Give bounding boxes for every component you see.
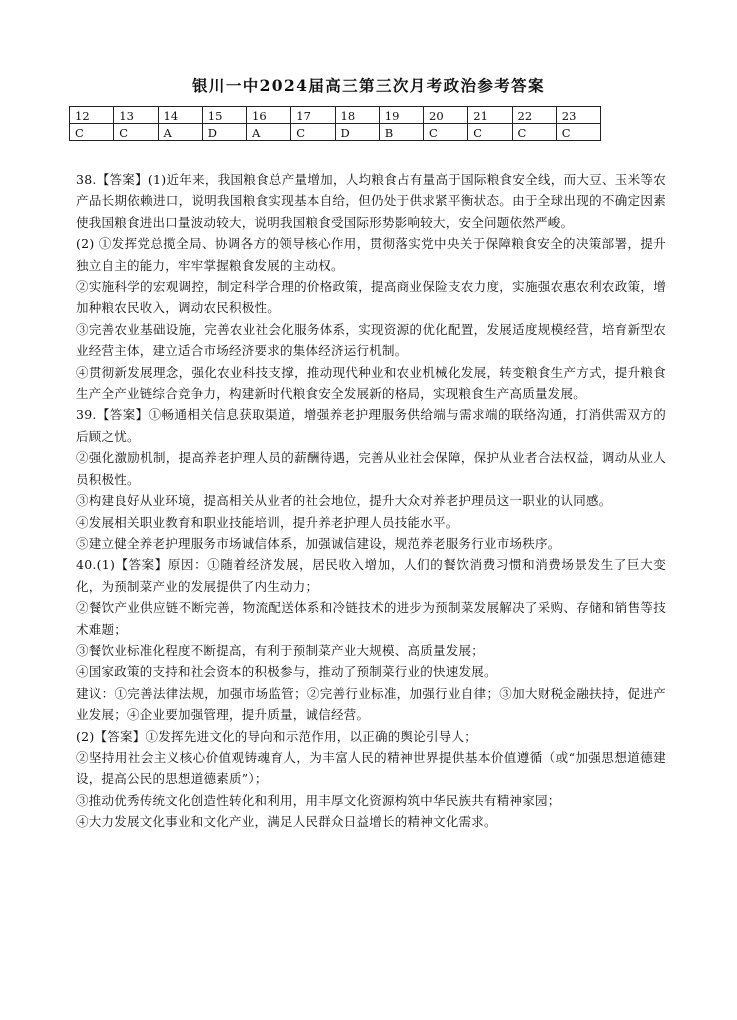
- q38-part2-point3: ③完善农业基础设施，完善农业社会化服务体系，实现资源的优化配置，发展适度规模经营，培育新型农业经营主体，建立适合市场经济要求的集体经济运行机制。: [76, 321, 666, 359]
- q39-point1: 39.【答案】①畅通相关信息获取渠道，增强养老护理服务供给端与需求端的联络沟通，打消供需双方的后顾之忧。: [76, 407, 666, 444]
- question-number: 18: [335, 107, 379, 124]
- answer-letter: C: [70, 124, 114, 141]
- question-number: 13: [114, 107, 158, 124]
- answer-letter: D: [335, 124, 379, 141]
- q39-point2: ②强化激励机制，提高养老护理人员的薪酬待遇，完善从业社会保障，保护从业者合法权益，调动从业人员积极性。: [76, 450, 666, 487]
- q40-part2-point2: ②坚持用社会主义核心价值观铸魂育人，为丰富人民的精神世界提供基本价值遵循（或“加强思想道德建设，提高公民的思想道德素质”）；: [76, 749, 666, 787]
- q40-part1-reason4: ④国家政策的支持和社会资本的积极参与，推动了预制菜行业的快速发展。: [76, 664, 497, 680]
- q40-part2-point1: (2)【答案】①发挥先进文化的导向和示范作用，以正确的舆论引导人；: [76, 728, 477, 744]
- answer-letter: D: [202, 124, 246, 141]
- q38-part1-answer: 38.【答案】(1)近年来，我国粮食总产量增加，人均粮食占有量高于国际粮食安全线，而大豆、玉米等农产品长期依赖进口，说明我国粮食实现基本自给，但仍处于供求紧平衡状态。由于全球出现的不确定因素使我国粮食进出口量波动较大，说明我国粮食受国际形势影响较大，安全问题依然严峻。: [76, 172, 666, 230]
- q40-part1-reason3: ③餐饮业标准化程度不断提高，有利于预制菜产业大规模、高质量发展；: [76, 642, 485, 658]
- question-number: 21: [468, 107, 512, 124]
- question-number: 17: [291, 107, 335, 124]
- question-number: 16: [247, 107, 291, 124]
- q38-part2-point1: (2) ①发挥党总揽全局、协调各方的领导核心作用，贯彻落实党中央关于保障粮食安全的决策部署，提升独立自主的能力，牢牢掌握粮食发展的主动权。: [76, 236, 666, 273]
- q39-point3: ③构建良好从业环境，提高相关从业者的社会地位，提升大众对养老护理员这一职业的认同感。: [76, 493, 612, 509]
- q40-part1-reason2: ②餐饮产业供应链不断完善，物流配送体系和冷链技术的进步为预制菜发展解决了采购、存储和销售等技术难题；: [76, 600, 666, 637]
- q38-part2-point4: ④贯彻新发展理念，强化农业科技支撑，推动现代种业和农业机械化发展，转变粮食生产方式，提升粮食生产全产业链综合竞争力，构建新时代粮食安全发展新的格局，实现粮食生产高质量发展。: [76, 364, 666, 402]
- question-number: 14: [158, 107, 202, 124]
- q38-part2-point2: ②实施科学的宏观调控，制定科学合理的价格政策，提高商业保险支农力度，实施强农惠农利农政策，增加种粮农民收入，调动农民积极性。: [76, 279, 666, 316]
- answer-key-question-row: [70, 107, 601, 124]
- question-number: 12: [70, 107, 114, 124]
- question-number: 15: [202, 107, 246, 124]
- q40-part1-reason1: 40.(1)【答案】原因：①随着经济发展，居民收入增加，人们的餐饮消费习惯和消费场景发生了巨大变化，为预制菜产业的发展提供了内生动力；: [76, 557, 666, 594]
- question-number: 20: [424, 107, 468, 124]
- answer-content: [76, 169, 666, 833]
- question-number: 23: [556, 107, 600, 124]
- answer-key-answer-row: [70, 124, 601, 141]
- q40-part2-point3: ③推动优秀传统文化创造性转化和利用，用丰厚文化资源构筑中华民族共有精神家园；: [76, 792, 561, 808]
- answer-letter: C: [424, 124, 468, 141]
- answer-letter: C: [114, 124, 158, 141]
- answer-letter: C: [291, 124, 335, 141]
- answer-letter: A: [158, 124, 202, 141]
- answer-letter: C: [512, 124, 556, 141]
- question-number: 19: [379, 107, 423, 124]
- answer-letter: B: [379, 124, 423, 141]
- question-number: 22: [512, 107, 556, 124]
- q39-point4: ④发展相关职业教育和职业技能培训，提升养老护理人员技能水平。: [76, 514, 459, 530]
- q39-point5: ⑤建立健全养老护理服务市场诚信体系，加强诚信建设，规范养老服务行业市场秩序。: [76, 535, 561, 551]
- answer-letter: C: [556, 124, 600, 141]
- q40-part2-point4: ④大力发展文化事业和文化产业，满足人民群众日益增长的精神文化需求。: [76, 814, 497, 830]
- answer-letter: A: [247, 124, 291, 141]
- document-title: 银川一中2024届高三第三次月考政治参考答案: [192, 76, 545, 95]
- answer-key-table: [69, 106, 601, 141]
- q40-part1-suggestions: 建议：①完善法律法规，加强市场监管；②完善行业标准，加强行业自律；③加大财税金融扶持，促进产业发展；④企业要加强管理，提升质量，诚信经营。: [76, 685, 666, 723]
- answer-letter: C: [468, 124, 512, 141]
